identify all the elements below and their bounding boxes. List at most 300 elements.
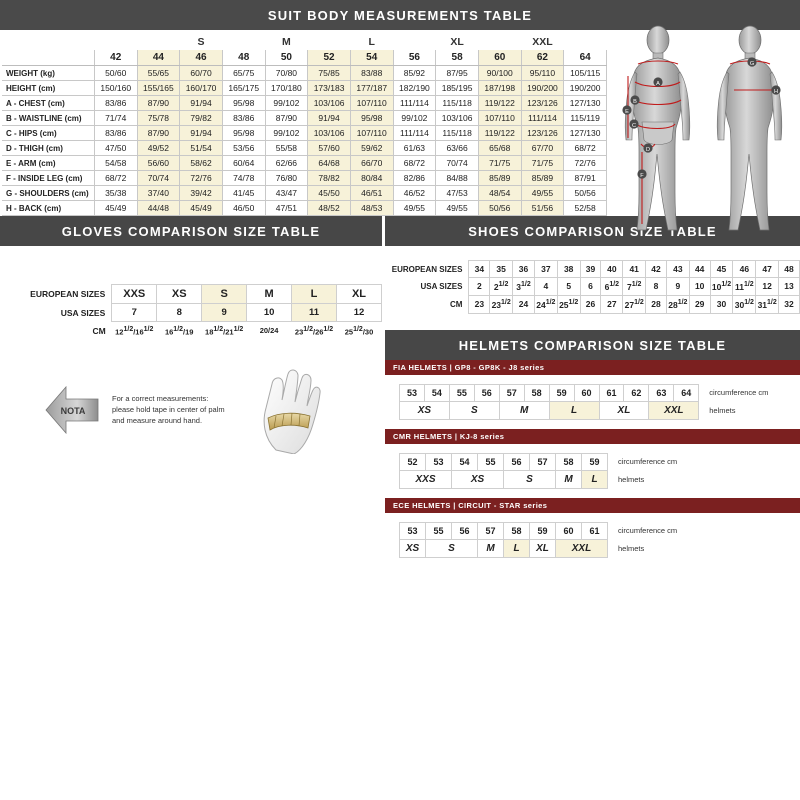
suit-cell: 87/90 xyxy=(137,126,180,141)
suit-cell: 63/66 xyxy=(436,141,479,156)
suit-cell: 55/58 xyxy=(265,141,308,156)
table-row xyxy=(385,261,800,278)
shoes-row-label: CM xyxy=(449,299,463,309)
table-row xyxy=(2,141,607,156)
gloves-cm-value: 20/24 xyxy=(259,326,279,336)
table-row xyxy=(400,384,800,401)
gloves-section xyxy=(0,216,385,567)
helmet-circumference-cell: 59 xyxy=(549,384,574,401)
shoes-cell: $24^{1/2}$ xyxy=(534,295,557,313)
helmet-size-table xyxy=(399,453,712,489)
table-row xyxy=(0,304,382,322)
helmet-circumference-note: circumference cm xyxy=(709,388,769,398)
gloves-row-label: USA SIZES xyxy=(60,307,106,318)
suit-cell: 79/82 xyxy=(180,111,223,126)
shoes-cell: 29 xyxy=(689,295,710,313)
gloves-usa-size: 10 xyxy=(247,304,292,322)
suit-cell: 57/60 xyxy=(308,141,351,156)
suit-cell: 49/55 xyxy=(393,201,436,216)
helmet-circumference-cell: 56 xyxy=(504,453,530,470)
gloves-row-label: CM xyxy=(92,325,106,336)
suit-cell: 173/183 xyxy=(308,81,351,96)
helmet-circumference-note: circumference cm xyxy=(618,457,678,467)
suit-cell: 115/118 xyxy=(436,96,479,111)
table-row xyxy=(2,66,607,81)
suit-cell: 56/60 xyxy=(137,156,180,171)
shoes-cell: 10 xyxy=(689,278,710,296)
suit-section xyxy=(0,30,800,216)
suit-cell: 90/100 xyxy=(478,66,521,81)
suit-cell: 76/80 xyxy=(265,171,308,186)
suit-cell: 103/106 xyxy=(436,111,479,126)
helmet-circumference-cell: 64 xyxy=(674,384,699,401)
suit-group-label: XXL xyxy=(532,36,553,48)
helmet-circumference-cell: 59 xyxy=(582,453,608,470)
suit-cell: 47/53 xyxy=(436,186,479,201)
suit-cell: 160/170 xyxy=(180,81,223,96)
gloves-usa-size: 7 xyxy=(112,304,157,322)
shoes-cell: 37 xyxy=(534,261,557,278)
suit-cell: 49/52 xyxy=(137,141,180,156)
suit-cell: 87/91 xyxy=(564,171,607,186)
shoes-cell: 40 xyxy=(601,261,623,278)
suit-size-header: 62 xyxy=(521,50,564,66)
suit-cell: 182/190 xyxy=(393,81,436,96)
gloves-usa-size: 11 xyxy=(292,304,337,322)
suit-size-header: 64 xyxy=(564,50,607,66)
suit-cell: 67/70 xyxy=(521,141,564,156)
suit-cell: 87/95 xyxy=(436,66,479,81)
suit-size-header: 52 xyxy=(308,50,351,66)
svg-text:G: G xyxy=(749,61,755,67)
suit-group-label: XL xyxy=(450,36,464,48)
suit-cell: 111/114 xyxy=(521,111,564,126)
shoes-cell: 38 xyxy=(557,261,580,278)
suit-cell: 91/94 xyxy=(180,126,223,141)
shoes-cell: $31^{1/2}$ xyxy=(756,295,779,313)
helmet-size-cell: M xyxy=(499,401,549,419)
suit-cell: 48/52 xyxy=(308,201,351,216)
suit-cell: 107/110 xyxy=(350,96,393,111)
shoes-cell: 32 xyxy=(779,295,800,313)
table-row xyxy=(2,96,607,111)
shoes-cell: 46 xyxy=(733,261,756,278)
suit-cell: 68/72 xyxy=(393,156,436,171)
suit-cell: 70/74 xyxy=(436,156,479,171)
helmet-size-cell: XL xyxy=(599,401,649,419)
suit-size-header: 50 xyxy=(265,50,308,66)
suit-cell: 115/119 xyxy=(564,111,607,126)
helmet-circumference-cell: 57 xyxy=(499,384,524,401)
suit-cell: 119/122 xyxy=(478,96,521,111)
suit-cell: 47/51 xyxy=(265,201,308,216)
suit-cell: 72/76 xyxy=(564,156,607,171)
shoes-cell: $27^{1/2}$ xyxy=(623,295,646,313)
shoes-cell: $30^{1/2}$ xyxy=(733,295,756,313)
suit-cell: 60/64 xyxy=(222,156,265,171)
suit-row-label: F - INSIDE LEG (cm) xyxy=(2,171,94,186)
mannequin-figures xyxy=(608,30,800,216)
suit-cell: 127/130 xyxy=(564,126,607,141)
suit-cell: 185/195 xyxy=(436,81,479,96)
suit-cell: 95/110 xyxy=(521,66,564,81)
suit-cell: 85/89 xyxy=(521,171,564,186)
helmet-circumference-cell: 61 xyxy=(599,384,624,401)
gloves-eu-size: S xyxy=(202,285,247,304)
helmet-circumference-cell: 62 xyxy=(624,384,649,401)
helmet-size-cell: XXS xyxy=(400,470,452,488)
suit-cell: 55/65 xyxy=(137,66,180,81)
helmet-circumference-cell: 61 xyxy=(582,522,608,539)
shoes-cell: $11^{1/2}$ xyxy=(733,278,756,296)
suit-cell: 107/110 xyxy=(350,126,393,141)
suit-cell: 83/86 xyxy=(94,126,137,141)
suit-size-header: 48 xyxy=(222,50,265,66)
suit-cell: 50/56 xyxy=(478,201,521,216)
helmet-circumference-cell: 63 xyxy=(649,384,674,401)
suit-cell: 85/92 xyxy=(393,66,436,81)
svg-text:H: H xyxy=(773,89,779,95)
gloves-cm-value: 121/2/161/2 xyxy=(115,325,154,336)
suit-row-label: C - HIPS (cm) xyxy=(2,126,94,141)
suit-cell: 111/114 xyxy=(393,96,436,111)
suit-cell: 103/106 xyxy=(308,96,351,111)
gloves-usa-size: 12 xyxy=(337,304,382,322)
shoes-cell: 23 xyxy=(469,295,490,313)
suit-cell: 48/53 xyxy=(350,201,393,216)
suit-cell: 65/68 xyxy=(478,141,521,156)
svg-text:C: C xyxy=(631,123,637,129)
gloves-size-table xyxy=(0,284,382,340)
suit-cell: 95/98 xyxy=(222,126,265,141)
gloves-row-label: EUROPEAN SIZES xyxy=(30,289,106,299)
suit-row-label: E - ARM (cm) xyxy=(2,156,94,171)
suit-cell: 43/47 xyxy=(265,186,308,201)
shoes-cell: 5 xyxy=(557,278,580,296)
helmet-circumference-cell: 57 xyxy=(530,453,556,470)
hand-measure-icon xyxy=(246,366,332,454)
suit-size-header: 44 xyxy=(137,50,180,66)
suit-cell: 190/200 xyxy=(521,81,564,96)
suit-row-label: G - SHOULDERS (cm) xyxy=(2,186,94,201)
shoes-cell: 34 xyxy=(469,261,490,278)
suit-cell: 59/62 xyxy=(350,141,393,156)
suit-cell: 123/126 xyxy=(521,126,564,141)
suit-cell: 45/49 xyxy=(180,201,223,216)
suit-cell: 99/102 xyxy=(265,126,308,141)
helmet-size-note: helmets xyxy=(709,405,736,415)
suit-cell: 50/60 xyxy=(94,66,137,81)
helmet-circumference-cell: 53 xyxy=(400,384,425,401)
suit-cell: 85/89 xyxy=(478,171,521,186)
suit-section-title: SUIT BODY MEASUREMENTS TABLE xyxy=(0,0,800,30)
helmet-circumference-cell: 56 xyxy=(452,522,478,539)
suit-measurements-table xyxy=(2,34,607,216)
suit-cell: 119/122 xyxy=(478,126,521,141)
table-row xyxy=(385,278,800,296)
helmet-size-table xyxy=(399,384,800,420)
suit-cell: 49/55 xyxy=(436,201,479,216)
table-row xyxy=(2,126,607,141)
helmet-size-cell: XS xyxy=(452,470,504,488)
helmet-circumference-cell: 58 xyxy=(524,384,549,401)
gloves-eu-size: L xyxy=(292,285,337,304)
helmet-subtitle: ECE HELMETS | CIRCUIT - STAR series xyxy=(385,498,800,513)
helmet-circumference-note: circumference cm xyxy=(618,526,678,536)
helmet-circumference-cell: 55 xyxy=(426,522,452,539)
shoes-cell: 39 xyxy=(580,261,601,278)
gloves-cm-value: 161/2/19 xyxy=(164,325,194,336)
shoes-cell: 13 xyxy=(779,278,800,296)
helmet-circumference-cell: 58 xyxy=(556,453,582,470)
shoes-cell: $25^{1/2}$ xyxy=(557,295,580,313)
suit-cell: 51/56 xyxy=(521,201,564,216)
helmet-size-cell: XS xyxy=(400,539,426,557)
suit-cell: 75/78 xyxy=(137,111,180,126)
suit-group-label xyxy=(564,34,607,50)
helmet-subtitle: FIA HELMETS | GP8 - GP8K - J8 series xyxy=(385,360,800,375)
helmet-block xyxy=(385,498,800,558)
suit-cell: 91/94 xyxy=(308,111,351,126)
suit-cell: 66/70 xyxy=(350,156,393,171)
suit-cell: 190/200 xyxy=(564,81,607,96)
suit-cell: 61/63 xyxy=(393,141,436,156)
shoes-cell: 24 xyxy=(513,295,535,313)
helmet-circumference-cell: 52 xyxy=(400,453,426,470)
suit-cell: 60/70 xyxy=(180,66,223,81)
shoes-cell: 30 xyxy=(710,295,733,313)
shoes-section-title: SHOES COMPARISON SIZE TABLE xyxy=(385,216,800,246)
shoes-row-label: EUROPEAN SIZES xyxy=(391,264,463,274)
helmet-circumference-cell: 57 xyxy=(478,522,504,539)
suit-group-label: S xyxy=(197,36,205,48)
suit-cell: 83/86 xyxy=(222,111,265,126)
helmets-section-title: HELMETS COMPARISON SIZE TABLE xyxy=(385,330,800,360)
shoes-cell: 27 xyxy=(601,295,623,313)
helmet-size-note: helmets xyxy=(618,543,645,553)
suit-cell: 80/84 xyxy=(350,171,393,186)
suit-cell: 58/62 xyxy=(180,156,223,171)
helmet-subtitle: CMR HELMETS | KJ-8 series xyxy=(385,429,800,444)
gloves-note-row xyxy=(40,366,382,454)
shoes-cell: 36 xyxy=(513,261,535,278)
helmet-circumference-cell: 58 xyxy=(504,522,530,539)
svg-text:A: A xyxy=(656,81,660,87)
suit-row-label: A - CHEST (cm) xyxy=(2,96,94,111)
shoes-cell: 35 xyxy=(490,261,513,278)
helmet-circumference-cell: 53 xyxy=(426,453,452,470)
helmets-blocks xyxy=(385,360,800,558)
shoes-cell: 41 xyxy=(623,261,646,278)
table-row xyxy=(2,171,607,186)
suit-cell: 165/175 xyxy=(222,81,265,96)
helmet-size-cell: M xyxy=(478,539,504,557)
suit-cell: 84/88 xyxy=(436,171,479,186)
helmet-size-cell: XXL xyxy=(649,401,699,419)
shoes-cell: 44 xyxy=(689,261,710,278)
helmet-block xyxy=(385,429,800,489)
suit-row-label: D - THIGH (cm) xyxy=(2,141,94,156)
helmet-size-cell: XXL xyxy=(556,539,608,557)
shoes-cell: $23^{1/2}$ xyxy=(490,295,513,313)
suit-cell: 62/66 xyxy=(265,156,308,171)
gloves-usa-size: 8 xyxy=(157,304,202,322)
suit-cell: 111/114 xyxy=(393,126,436,141)
shoes-cell: 8 xyxy=(646,278,667,296)
suit-cell: 49/55 xyxy=(521,186,564,201)
body-diagram-icon xyxy=(608,24,800,259)
suit-cell: 95/98 xyxy=(350,111,393,126)
helmet-size-cell: S xyxy=(426,539,478,557)
helmet-circumference-cell: 55 xyxy=(449,384,474,401)
gloves-usa-size: 9 xyxy=(202,304,247,322)
suit-cell: 87/90 xyxy=(265,111,308,126)
suit-cell: 78/82 xyxy=(308,171,351,186)
gloves-cm-value: 231/2/261/2 xyxy=(294,325,334,336)
helmet-size-note: helmets xyxy=(618,474,645,484)
suit-size-header: 60 xyxy=(478,50,521,66)
gloves-cm-value: 251/2/30 xyxy=(344,325,374,336)
suit-cell: 65/75 xyxy=(222,66,265,81)
suit-row-label: H - BACK (cm) xyxy=(2,201,94,216)
shoes-cell: 9 xyxy=(666,278,689,296)
nota-badge-label: NOTA xyxy=(60,405,86,416)
table-row xyxy=(385,295,800,313)
table-row xyxy=(400,470,712,488)
helmet-circumference-cell: 60 xyxy=(556,522,582,539)
shoes-cell: $10^{1/2}$ xyxy=(710,278,733,296)
gloves-eu-size: XS xyxy=(157,285,202,304)
lower-sections xyxy=(0,216,800,567)
suit-cell: 150/160 xyxy=(94,81,137,96)
helmet-size-cell: S xyxy=(449,401,499,419)
helmet-circumference-cell: 54 xyxy=(424,384,449,401)
svg-text:E: E xyxy=(625,109,629,115)
suit-row-label: B - WAISTLINE (cm) xyxy=(2,111,94,126)
suit-cell: 48/54 xyxy=(478,186,521,201)
helmet-size-cell: XL xyxy=(530,539,556,557)
table-row xyxy=(400,539,712,557)
suit-cell: 54/58 xyxy=(94,156,137,171)
gloves-section-title: GLOVES COMPARISON SIZE TABLE xyxy=(0,216,382,246)
suit-cell: 187/198 xyxy=(478,81,521,96)
suit-cell: 70/74 xyxy=(137,171,180,186)
suit-cell: 105/115 xyxy=(564,66,607,81)
gloves-cm-value: 181/2/211/2 xyxy=(205,325,244,336)
suit-table-container xyxy=(0,30,608,216)
suit-cell: 123/126 xyxy=(521,96,564,111)
shoes-cell: 6 xyxy=(580,278,601,296)
shoes-cell: 47 xyxy=(756,261,779,278)
suit-group-label: M xyxy=(282,36,291,48)
suit-cell: 45/49 xyxy=(94,201,137,216)
suit-cell: 83/86 xyxy=(94,96,137,111)
helmet-circumference-cell: 60 xyxy=(574,384,599,401)
helmet-size-cell: M xyxy=(556,470,582,488)
suit-cell: 83/88 xyxy=(350,66,393,81)
svg-text:F: F xyxy=(640,173,644,179)
suit-cell: 74/78 xyxy=(222,171,265,186)
nota-arrow-icon xyxy=(40,379,108,441)
helmet-circumference-cell: 55 xyxy=(478,453,504,470)
suit-cell: 71/75 xyxy=(478,156,521,171)
suit-cell: 115/118 xyxy=(436,126,479,141)
suit-cell: 99/102 xyxy=(265,96,308,111)
suit-cell: 155/165 xyxy=(137,81,180,96)
suit-cell: 87/90 xyxy=(137,96,180,111)
shoes-cell: 12 xyxy=(756,278,779,296)
suit-cell: 70/80 xyxy=(265,66,308,81)
suit-size-header: 46 xyxy=(180,50,223,66)
suit-cell: 37/40 xyxy=(137,186,180,201)
table-row xyxy=(2,111,607,126)
suit-group-label: L xyxy=(368,36,375,48)
shoes-cell: $7^{1/2}$ xyxy=(623,278,646,296)
shoes-cell: 28 xyxy=(646,295,667,313)
helmet-circumference-cell: 54 xyxy=(452,453,478,470)
suit-cell: 46/52 xyxy=(393,186,436,201)
helmet-circumference-cell: 59 xyxy=(530,522,556,539)
helmet-size-cell: L xyxy=(582,470,608,488)
shoes-size-table xyxy=(385,260,800,314)
suit-group-label xyxy=(222,34,265,50)
suit-cell: 68/72 xyxy=(94,171,137,186)
gloves-eu-size: XL xyxy=(337,285,382,304)
gloves-note-text: For a correct measurements: please hold tape in center of palm and measure around hand. xyxy=(112,393,225,426)
suit-group-label xyxy=(393,34,436,50)
gloves-eu-size: M xyxy=(247,285,292,304)
shoes-cell: 43 xyxy=(666,261,689,278)
table-row xyxy=(0,285,382,304)
suit-cell: 177/187 xyxy=(350,81,393,96)
suit-cell: 68/72 xyxy=(564,141,607,156)
helmet-circumference-cell: 53 xyxy=(400,522,426,539)
table-row xyxy=(400,522,712,539)
shoes-cell: 45 xyxy=(710,261,733,278)
table-row xyxy=(2,186,607,201)
suit-cell: 72/76 xyxy=(180,171,223,186)
suit-cell: 47/50 xyxy=(94,141,137,156)
suit-cell: 41/45 xyxy=(222,186,265,201)
suit-cell: 107/110 xyxy=(478,111,521,126)
shoes-cell: 42 xyxy=(646,261,667,278)
suit-cell: 71/75 xyxy=(521,156,564,171)
suit-group-label xyxy=(308,34,351,50)
table-row xyxy=(400,453,712,470)
shoes-cell: 26 xyxy=(580,295,601,313)
table-row xyxy=(0,322,382,340)
table-row xyxy=(2,156,607,171)
suit-group-label xyxy=(94,34,137,50)
suit-size-header: 54 xyxy=(350,50,393,66)
suit-cell: 75/85 xyxy=(308,66,351,81)
table-row xyxy=(400,401,800,419)
shoes-cell: $28^{1/2}$ xyxy=(666,295,689,313)
shoes-helmets-column xyxy=(385,216,800,567)
helmet-circumference-cell: 56 xyxy=(474,384,499,401)
shoes-cell: $2^{1/2}$ xyxy=(490,278,513,296)
shoes-row-label: USA SIZES xyxy=(420,281,463,291)
suit-cell: 50/56 xyxy=(564,186,607,201)
suit-group-label xyxy=(478,34,521,50)
suit-cell: 91/94 xyxy=(180,96,223,111)
helmet-size-table xyxy=(399,522,712,558)
suit-cell: 82/86 xyxy=(393,171,436,186)
suit-cell: 51/54 xyxy=(180,141,223,156)
suit-cell: 64/68 xyxy=(308,156,351,171)
helmet-size-cell: S xyxy=(504,470,556,488)
helmet-block xyxy=(385,360,800,420)
